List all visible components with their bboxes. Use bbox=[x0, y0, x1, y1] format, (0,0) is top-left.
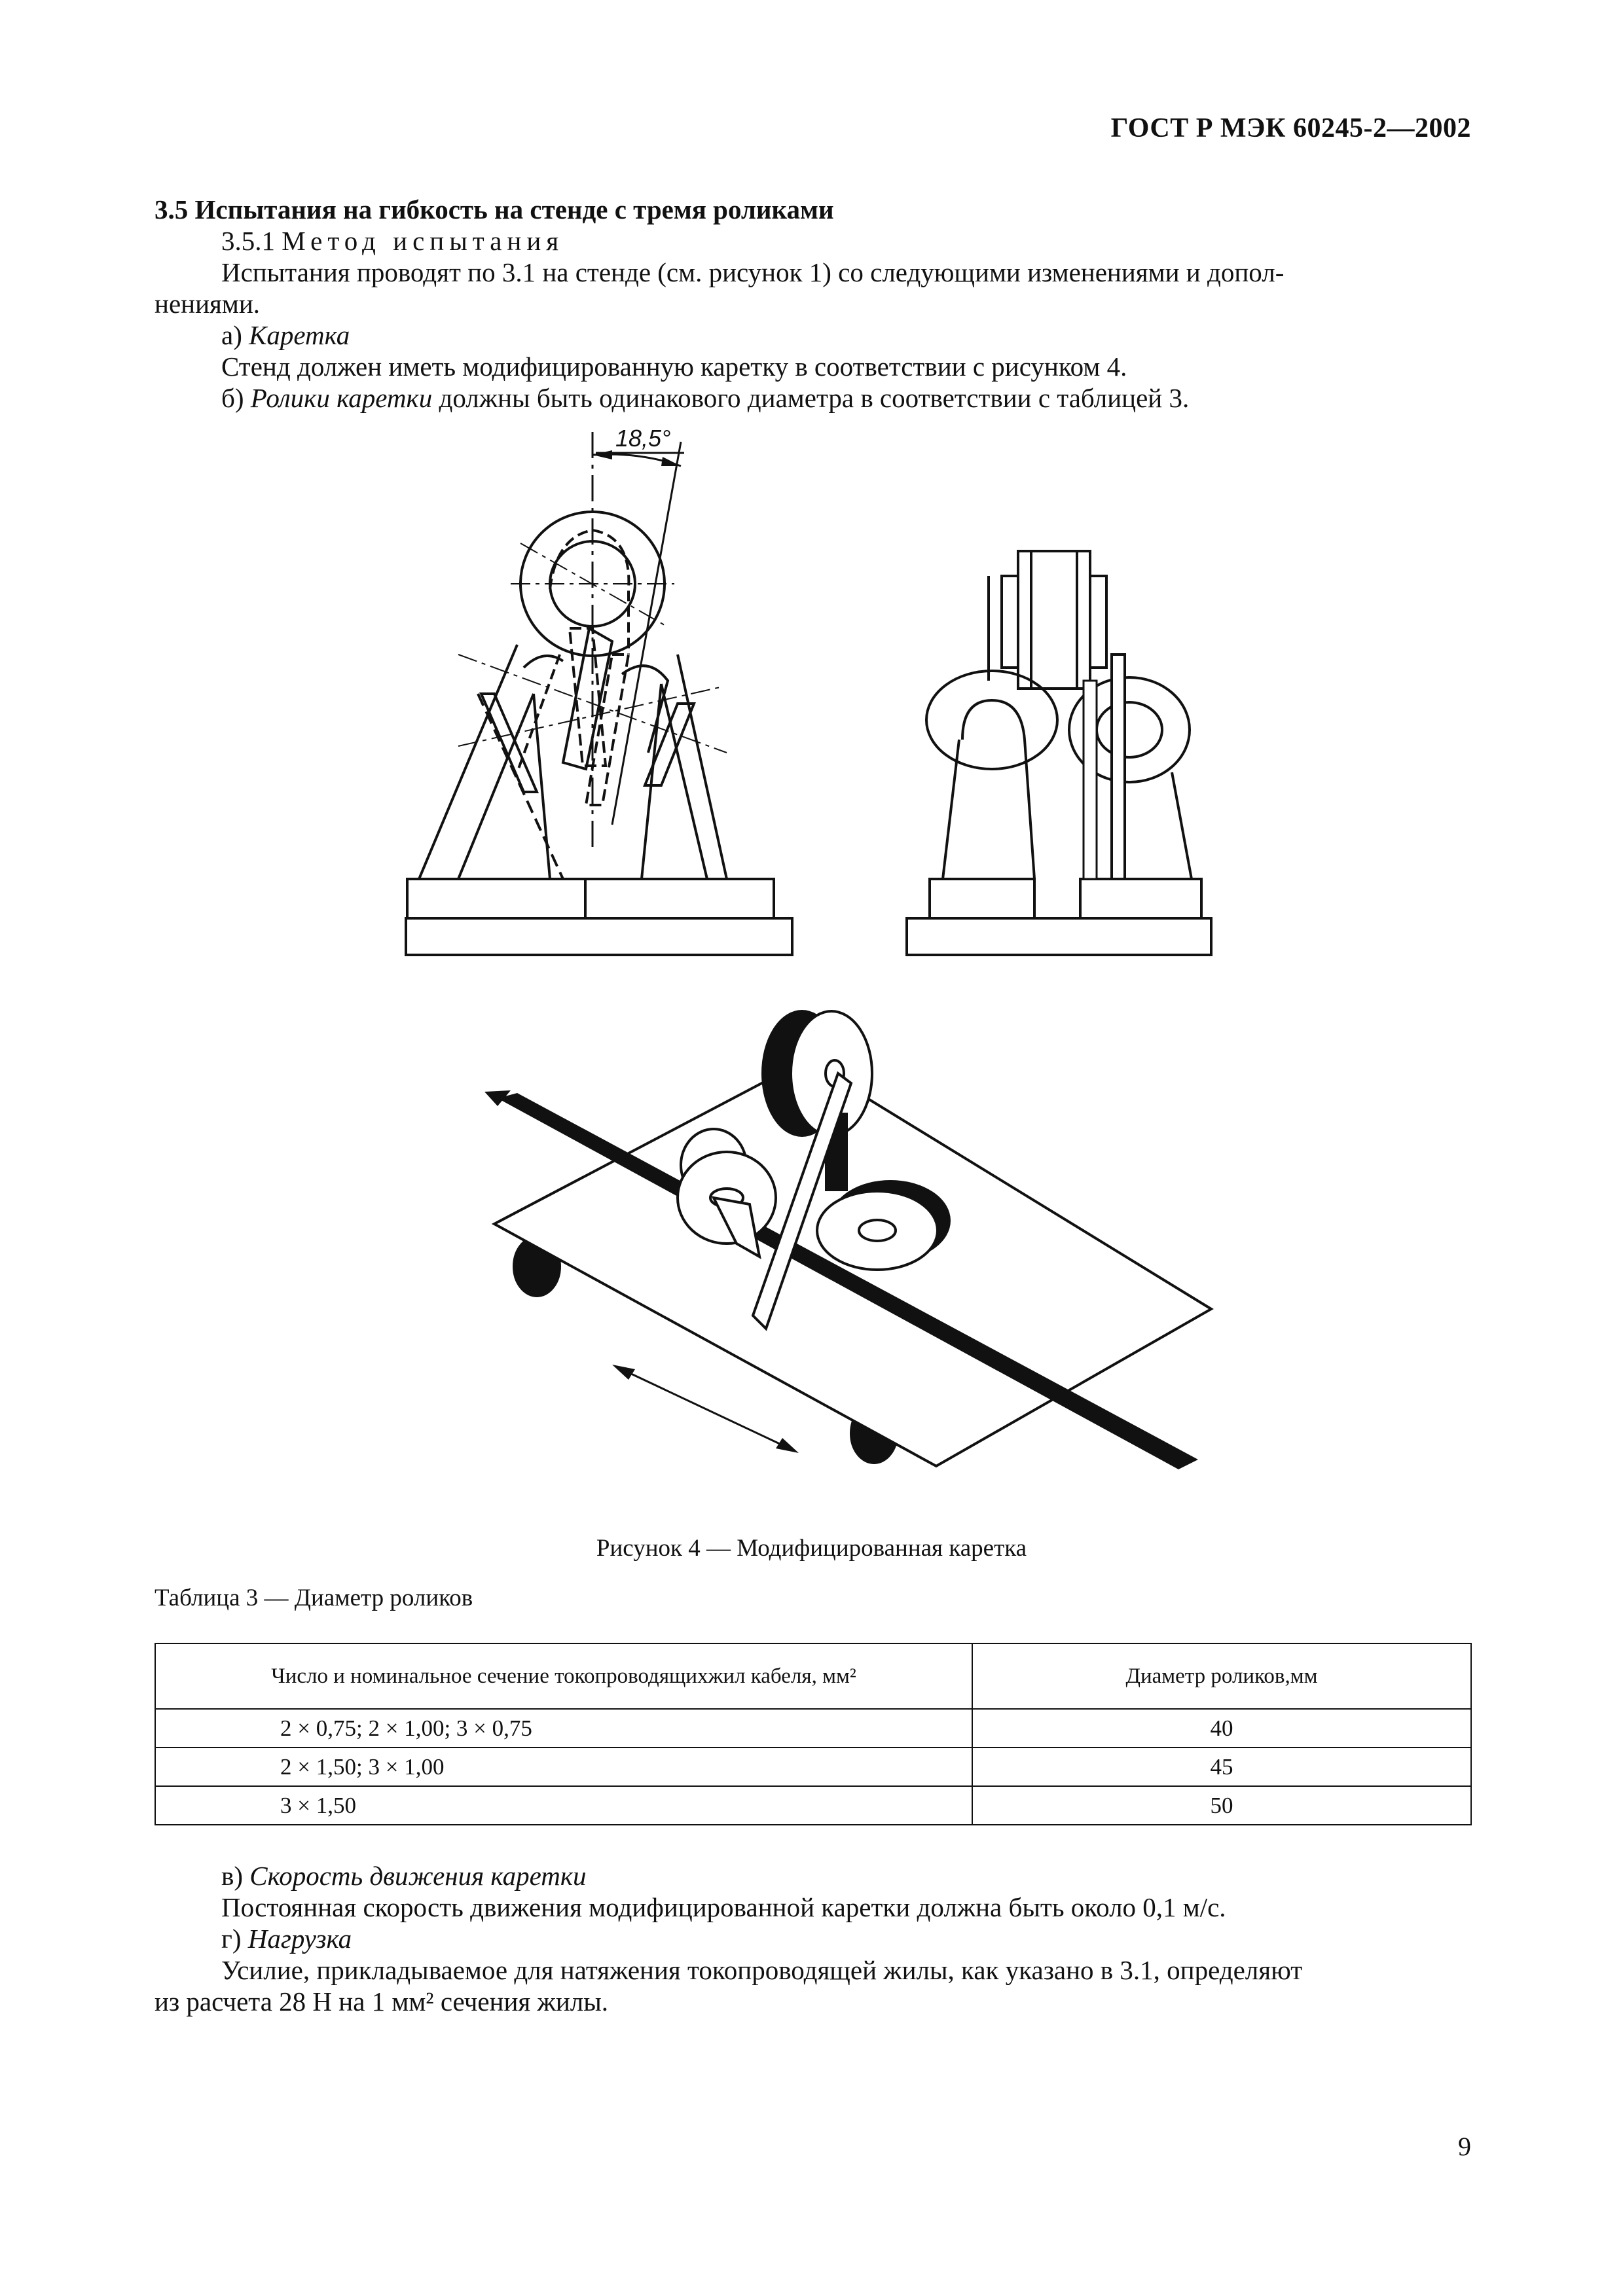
subsection-number: 3.5.1 bbox=[221, 226, 275, 256]
subsection-title: Метод испытания bbox=[282, 226, 564, 256]
item-text: должны быть одинакового диаметра в соответствии с таблицей 3. bbox=[439, 383, 1190, 413]
item-g-text-line: из расчета 28 Н на 1 мм² сечения жилы. bbox=[155, 1986, 609, 2017]
item-g-text-line: Усилие, прикладываемое для натяжения токопроводящей жилы, как указано в 3.1, определяют bbox=[221, 1955, 1303, 1985]
after-table-body bbox=[155, 1860, 1480, 2017]
page-number: 9 bbox=[1458, 2132, 1471, 2161]
paragraph-line: нениями. bbox=[155, 289, 261, 319]
item-title: Ролики каретки bbox=[250, 383, 433, 413]
section-cell: 3 × 1,50 bbox=[155, 1786, 972, 1825]
isometric-view bbox=[484, 1011, 1211, 1469]
paragraph-line: Испытания проводят по 3.1 на стенде (см. рисунок 1) со следующими изменениями и допол- bbox=[221, 257, 1285, 287]
item-title: Нагрузка bbox=[247, 1924, 352, 1954]
table-row bbox=[155, 1748, 1471, 1786]
item-label: а) bbox=[221, 320, 242, 350]
col1-header: Число и номинальное сечение токопроводящихжил кабеля, мм² bbox=[155, 1643, 972, 1709]
figure-caption: Рисунок 4 — Модифицированная каретка bbox=[596, 1535, 1027, 1562]
roller-diameter-table bbox=[155, 1643, 1472, 1825]
section-title: 3.5 Испытания на гибкость на стенде с тремя роликами bbox=[155, 194, 834, 224]
item-label: б) bbox=[221, 383, 244, 413]
item-title: Скорость движения каретки bbox=[249, 1861, 587, 1891]
document-id-header: ГОСТ Р МЭК 60245-2—2002 bbox=[1110, 113, 1471, 143]
item-v-text: Постоянная скорость движения модифицированной каретки должна быть около 0,1 м/с. bbox=[221, 1892, 1226, 1922]
table-caption: Таблица 3 — Диаметр роликов bbox=[155, 1585, 473, 1611]
section-cell: 2 × 1,50; 3 × 1,00 bbox=[155, 1748, 972, 1786]
table-row bbox=[155, 1709, 1471, 1748]
diameter-cell: 45 bbox=[972, 1748, 1471, 1786]
item-label: г) bbox=[221, 1924, 242, 1954]
side-view bbox=[907, 551, 1211, 955]
item-title: Каретка bbox=[249, 320, 350, 350]
col2-header: Диаметр роликов,мм bbox=[972, 1643, 1471, 1709]
item-label: в) bbox=[221, 1861, 244, 1891]
item-a-text: Стенд должен иметь модифицированную каретку в соответствии с рисунком 4. bbox=[221, 351, 1127, 382]
item-v-heading bbox=[155, 1860, 1480, 1892]
table-header-row bbox=[155, 1643, 1471, 1709]
section-cell: 2 × 0,75; 2 × 1,00; 3 × 0,75 bbox=[155, 1709, 972, 1748]
front-view bbox=[406, 425, 792, 955]
diameter-cell: 40 bbox=[972, 1709, 1471, 1748]
angle-label: 18,5° bbox=[615, 425, 671, 452]
table-row bbox=[155, 1786, 1471, 1825]
diameter-cell: 50 bbox=[972, 1786, 1471, 1825]
item-g-heading bbox=[155, 1923, 1480, 1954]
